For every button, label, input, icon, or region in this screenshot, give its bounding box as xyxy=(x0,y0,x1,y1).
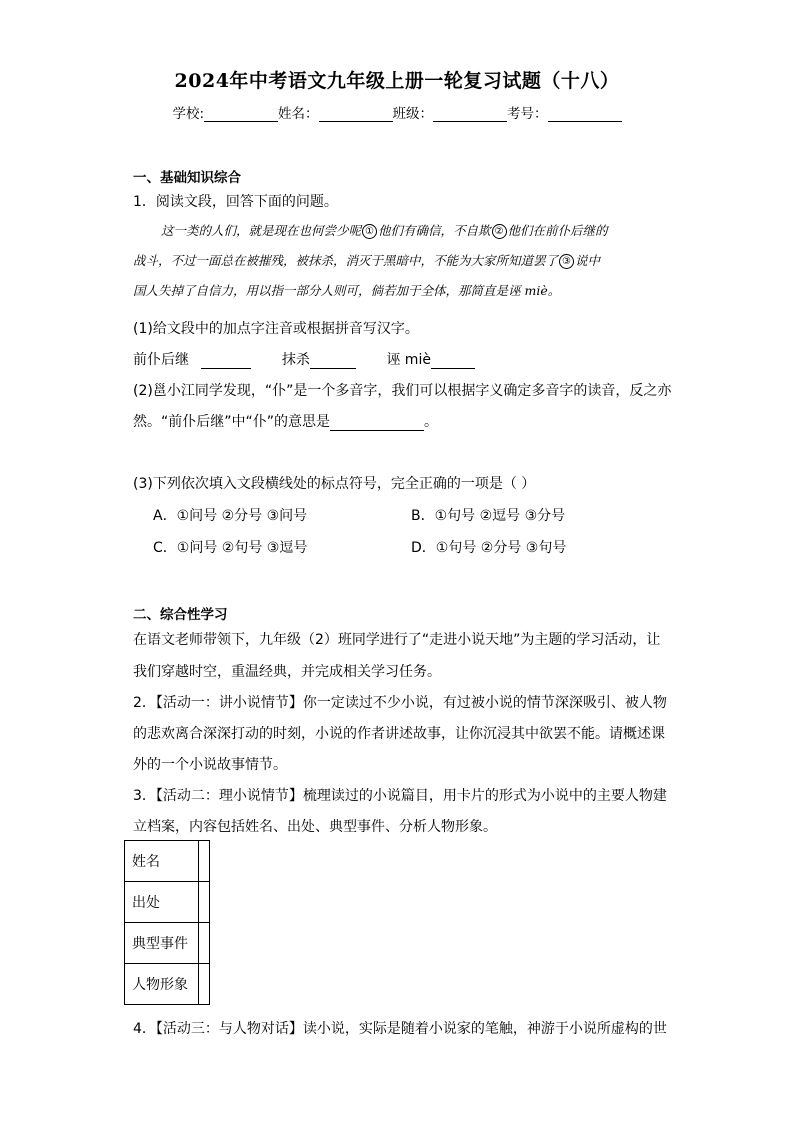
card-value-source[interactable] xyxy=(199,882,210,923)
sub-question-3: (3)下列依次填入文段横线处的标点符号，完全正确的一项是（ ） xyxy=(133,476,536,492)
passage-line-3: 国人失掉了自信力，用以指一部分人则可，倘若加于全体，那简直是诬 miè。 xyxy=(133,283,561,298)
reading-passage xyxy=(133,216,661,306)
table-row xyxy=(125,882,210,923)
card-label-event: 典型事件 xyxy=(125,923,199,964)
name-blank[interactable] xyxy=(319,107,393,122)
question-3-line-2: 立档案，内容包括姓名、出处、典型事件、分析人物形象。 xyxy=(133,819,497,835)
sub-question-2-line-2: 然。“前仆后继”中“仆”的意思是 。 xyxy=(133,414,439,430)
table-row xyxy=(125,923,210,964)
class-label: 班级： xyxy=(392,106,434,122)
card-value-name[interactable] xyxy=(199,841,210,882)
table-row xyxy=(125,841,210,882)
question-4-line-1: 4．【活动三：与人物对话】读小说，实际是随着小说家的笔触，神游于小说所虚构的世 xyxy=(133,1021,667,1037)
student-info-line xyxy=(0,102,794,122)
table-row xyxy=(125,964,210,1005)
fill-blank-1[interactable] xyxy=(201,354,251,369)
fill-blank-2[interactable] xyxy=(310,354,356,369)
question-2-line-2: 的悲欢离合深深打动的时刻，小说的作者讲述故事，让你沉浸其中欲罢不能。请概述课 xyxy=(133,726,665,742)
option-d[interactable]: D．①句号 ②分号 ③句号 xyxy=(411,540,567,556)
option-b[interactable]: B．①句号 ②逗号 ③分号 xyxy=(411,508,566,524)
blank-marker-2: ② xyxy=(492,224,507,239)
option-c[interactable]: C．①问号 ②句号 ③逗号 xyxy=(153,540,308,556)
section-heading-integrated: 二、综合性学习 xyxy=(133,607,228,623)
character-card-table xyxy=(124,840,210,1005)
page-title: 2024年中考语文九年级上册一轮复习试题（十八） xyxy=(174,70,620,92)
blank-marker-3: ③ xyxy=(559,254,574,269)
sub-question-1: (1)给文段中的加点字注音或根据拼音写汉字。 xyxy=(133,321,419,337)
question-1-stem: 1．阅读文段，回答下面的问题。 xyxy=(133,194,338,210)
school-label: 学校: xyxy=(172,106,205,122)
passage-line-2: 战斗，不过一面总在被摧残，被抹杀，消灭于黑暗中，不能为大家所知道罢了 ③ 说中 xyxy=(133,253,601,268)
option-a[interactable]: A．①问号 ②分号 ③问号 xyxy=(153,508,308,524)
fill-blank-3[interactable] xyxy=(431,354,475,369)
card-label-source: 出处 xyxy=(125,882,199,923)
exam-no-label: 考号： xyxy=(507,106,548,122)
question-3-line-1: 3．【活动二：理小说情节】梳理读过的小说篇目，用卡片的形式为小说中的主要人物建 xyxy=(133,788,667,804)
card-value-event[interactable] xyxy=(199,923,210,964)
name-label: 姓名： xyxy=(278,106,319,122)
passage-line-1: 这一类的人们，就是现在也何尝少呢 ① 他们有确信，不自欺 ② 他们在前仆后继的 xyxy=(161,223,608,238)
section-heading-basic: 一、基础知识综合 xyxy=(133,170,241,186)
blank-marker-1: ① xyxy=(362,224,377,239)
card-value-image[interactable] xyxy=(199,964,210,1005)
sub-question-2-line-1: (2)邕小江同学发现，“仆”是一个多音字，我们可以根据字义确定多音字的读音，反之亦 xyxy=(133,383,672,399)
meaning-blank[interactable] xyxy=(330,416,424,431)
exam-no-blank[interactable] xyxy=(548,107,622,122)
class-blank[interactable] xyxy=(433,107,507,122)
school-blank[interactable] xyxy=(204,107,278,122)
card-label-image: 人物形象 xyxy=(125,964,199,1005)
section-2-intro-2: 我们穿越时空，重温经典，并完成相关学习任务。 xyxy=(133,664,441,680)
card-label-name: 姓名 xyxy=(125,841,199,882)
question-2-line-1: 2．【活动一：讲小说情节】你一定读过不少小说，有过被小说的情节深深吸引、被人物 xyxy=(133,695,667,711)
question-2-line-3: 外的一个小说故事情节。 xyxy=(133,757,287,773)
fill-in-row: 前仆后继 抹杀 诬 miè xyxy=(133,349,475,369)
section-2-intro-1: 在语文老师带领下，九年级（2）班同学进行了“走进小说天地”为主题的学习活动，让 xyxy=(133,632,661,648)
